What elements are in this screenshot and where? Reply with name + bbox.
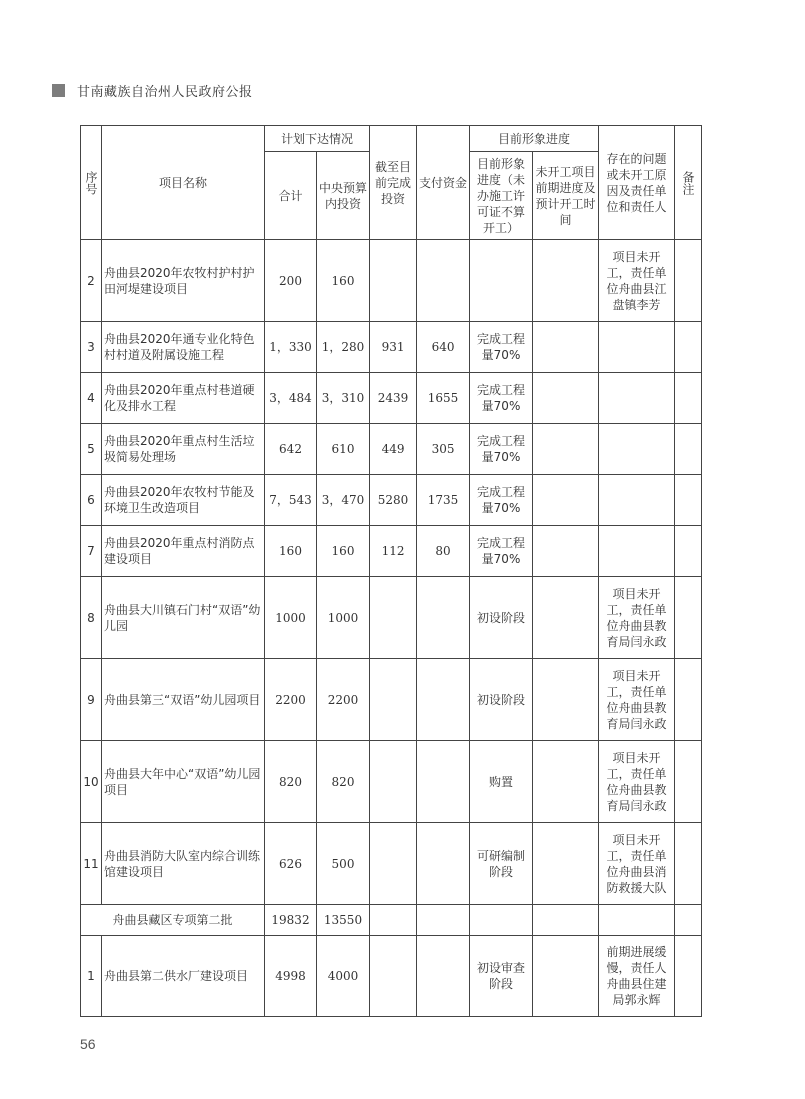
- subtotal-unstarted: [533, 905, 599, 936]
- report-header: [52, 80, 253, 100]
- project-progress-table: [80, 125, 702, 1017]
- row-issues: 项目未开工，责任单位舟曲县教育局闫永政: [599, 577, 675, 659]
- header-central: 中央预算内投资: [317, 152, 370, 240]
- header-seq: 序号: [81, 126, 102, 240]
- row-remarks: [675, 577, 702, 659]
- header-plan-group: 计划下达情况: [265, 126, 370, 152]
- subtotal-label: 舟曲县藏区专项第二批: [81, 905, 265, 936]
- row-central: 1000: [317, 577, 370, 659]
- row-issues: [599, 322, 675, 373]
- table-row: [81, 373, 702, 424]
- row-seq: 6: [81, 475, 102, 526]
- row-central: 3，310: [317, 373, 370, 424]
- row-seq: 2: [81, 240, 102, 322]
- header-progress-group: 目前形象进度: [470, 126, 599, 152]
- row-progress: 初设审查阶段: [470, 936, 533, 1017]
- table-row: [81, 577, 702, 659]
- row-name: 舟曲县2020年重点村巷道硬化及排水工程: [102, 373, 265, 424]
- row-progress: 完成工程量70%: [470, 475, 533, 526]
- row-unstarted: [533, 823, 599, 905]
- header-unstarted: 未开工项目前期进度及预计开工时间: [533, 152, 599, 240]
- subtotal-issues: [599, 905, 675, 936]
- table-row: [81, 475, 702, 526]
- row-unstarted: [533, 424, 599, 475]
- row-total: 820: [265, 741, 317, 823]
- row-unstarted: [533, 577, 599, 659]
- row-issues: 项目未开工，责任单位舟曲县教育局闫永政: [599, 741, 675, 823]
- table-row: [81, 936, 702, 1017]
- row-name: 舟曲县2020年农牧村护村护田河堤建设项目: [102, 240, 265, 322]
- row-completed: [370, 823, 417, 905]
- row-central: 4000: [317, 936, 370, 1017]
- row-remarks: [675, 322, 702, 373]
- row-unstarted: [533, 936, 599, 1017]
- row-total: 200: [265, 240, 317, 322]
- row-issues: 项目未开工，责任单位舟曲县教育局闫永政: [599, 659, 675, 741]
- row-progress: 完成工程量70%: [470, 424, 533, 475]
- row-issues: [599, 526, 675, 577]
- row-issues: 项目未开工，责任单位舟曲县消防救援大队: [599, 823, 675, 905]
- row-unstarted: [533, 475, 599, 526]
- row-completed: 449: [370, 424, 417, 475]
- row-progress: 完成工程量70%: [470, 322, 533, 373]
- row-remarks: [675, 659, 702, 741]
- row-progress: 可研编制阶段: [470, 823, 533, 905]
- row-central: 820: [317, 741, 370, 823]
- row-seq: 11: [81, 823, 102, 905]
- row-name: 舟曲县第二供水厂建设项目: [102, 936, 265, 1017]
- row-total: 642: [265, 424, 317, 475]
- row-completed: [370, 741, 417, 823]
- row-name: 舟曲县大川镇石门村“双语”幼儿园: [102, 577, 265, 659]
- row-paid: 640: [417, 322, 470, 373]
- row-name: 舟曲县大年中心“双语”幼儿园项目: [102, 741, 265, 823]
- row-progress: 初设阶段: [470, 577, 533, 659]
- row-seq: 1: [81, 936, 102, 1017]
- row-seq: 10: [81, 741, 102, 823]
- row-name: 舟曲县第三“双语”幼儿园项目: [102, 659, 265, 741]
- table-row: [81, 424, 702, 475]
- row-unstarted: [533, 322, 599, 373]
- row-completed: [370, 240, 417, 322]
- row-name: 舟曲县2020年重点村消防点建设项目: [102, 526, 265, 577]
- row-issues: 项目未开工，责任单位舟曲县江盘镇李芳: [599, 240, 675, 322]
- row-progress: 购置: [470, 741, 533, 823]
- row-completed: [370, 659, 417, 741]
- subtotal-row: [81, 905, 702, 936]
- header-square-icon: [52, 84, 65, 97]
- table-row: [81, 322, 702, 373]
- row-name: 舟曲县2020年重点村生活垃圾简易处理场: [102, 424, 265, 475]
- subtotal-total: 19832: [265, 905, 317, 936]
- row-paid: [417, 823, 470, 905]
- row-name: 舟曲县2020年通专业化特色村村道及附属设施工程: [102, 322, 265, 373]
- row-central: 500: [317, 823, 370, 905]
- row-seq: 8: [81, 577, 102, 659]
- table-row: [81, 526, 702, 577]
- header-remarks: 备注: [675, 126, 702, 240]
- row-central: 610: [317, 424, 370, 475]
- row-name: 舟曲县2020年农牧村节能及环境卫生改造项目: [102, 475, 265, 526]
- subtotal-central: 13550: [317, 905, 370, 936]
- row-issues: [599, 475, 675, 526]
- row-issues: [599, 373, 675, 424]
- row-remarks: [675, 741, 702, 823]
- header-name: 项目名称: [102, 126, 265, 240]
- row-remarks: [675, 936, 702, 1017]
- row-completed: 2439: [370, 373, 417, 424]
- row-remarks: [675, 373, 702, 424]
- row-progress: 初设阶段: [470, 659, 533, 741]
- row-name: 舟曲县消防大队室内综合训练馆建设项目: [102, 823, 265, 905]
- row-completed: 5280: [370, 475, 417, 526]
- row-paid: [417, 659, 470, 741]
- row-total: 1，330: [265, 322, 317, 373]
- subtotal-progress: [470, 905, 533, 936]
- header-title: 甘南藏族自治州人民政府公报: [77, 84, 253, 100]
- row-seq: 5: [81, 424, 102, 475]
- row-progress: 完成工程量70%: [470, 373, 533, 424]
- row-completed: 112: [370, 526, 417, 577]
- header-issues: 存在的问题或未开工原因及责任单位和责任人: [599, 126, 675, 240]
- row-seq: 9: [81, 659, 102, 741]
- row-paid: 1655: [417, 373, 470, 424]
- row-total: 2200: [265, 659, 317, 741]
- table-row: [81, 240, 702, 322]
- row-paid: [417, 240, 470, 322]
- table-row: [81, 741, 702, 823]
- row-central: 1，280: [317, 322, 370, 373]
- row-central: 2200: [317, 659, 370, 741]
- row-remarks: [675, 823, 702, 905]
- row-central: 160: [317, 240, 370, 322]
- row-unstarted: [533, 373, 599, 424]
- table-row: [81, 659, 702, 741]
- subtotal-paid: [417, 905, 470, 936]
- row-central: 3，470: [317, 475, 370, 526]
- row-seq: 3: [81, 322, 102, 373]
- header-paid: 支付资金: [417, 126, 470, 240]
- row-issues: 前期进展缓慢，责任人舟曲县住建局郭永辉: [599, 936, 675, 1017]
- row-total: 160: [265, 526, 317, 577]
- row-paid: 80: [417, 526, 470, 577]
- row-progress: 完成工程量70%: [470, 526, 533, 577]
- row-total: 7，543: [265, 475, 317, 526]
- row-total: 1000: [265, 577, 317, 659]
- row-central: 160: [317, 526, 370, 577]
- row-progress: [470, 240, 533, 322]
- header-completed: 截至目前完成投资: [370, 126, 417, 240]
- row-completed: [370, 577, 417, 659]
- row-completed: [370, 936, 417, 1017]
- header-total: 合计: [265, 152, 317, 240]
- subtotal-remarks: [675, 905, 702, 936]
- table-row: [81, 823, 702, 905]
- page-number: 56: [80, 1036, 96, 1052]
- row-remarks: [675, 240, 702, 322]
- row-unstarted: [533, 659, 599, 741]
- row-total: 4998: [265, 936, 317, 1017]
- row-seq: 7: [81, 526, 102, 577]
- row-total: 626: [265, 823, 317, 905]
- row-paid: [417, 741, 470, 823]
- subtotal-completed: [370, 905, 417, 936]
- row-paid: 1735: [417, 475, 470, 526]
- row-issues: [599, 424, 675, 475]
- row-remarks: [675, 424, 702, 475]
- row-total: 3，484: [265, 373, 317, 424]
- row-unstarted: [533, 741, 599, 823]
- row-paid: [417, 936, 470, 1017]
- header-progress: 目前形象进度（未办施工许可证不算开工）: [470, 152, 533, 240]
- row-paid: 305: [417, 424, 470, 475]
- row-seq: 4: [81, 373, 102, 424]
- row-unstarted: [533, 240, 599, 322]
- row-paid: [417, 577, 470, 659]
- row-remarks: [675, 475, 702, 526]
- row-remarks: [675, 526, 702, 577]
- row-unstarted: [533, 526, 599, 577]
- row-completed: 931: [370, 322, 417, 373]
